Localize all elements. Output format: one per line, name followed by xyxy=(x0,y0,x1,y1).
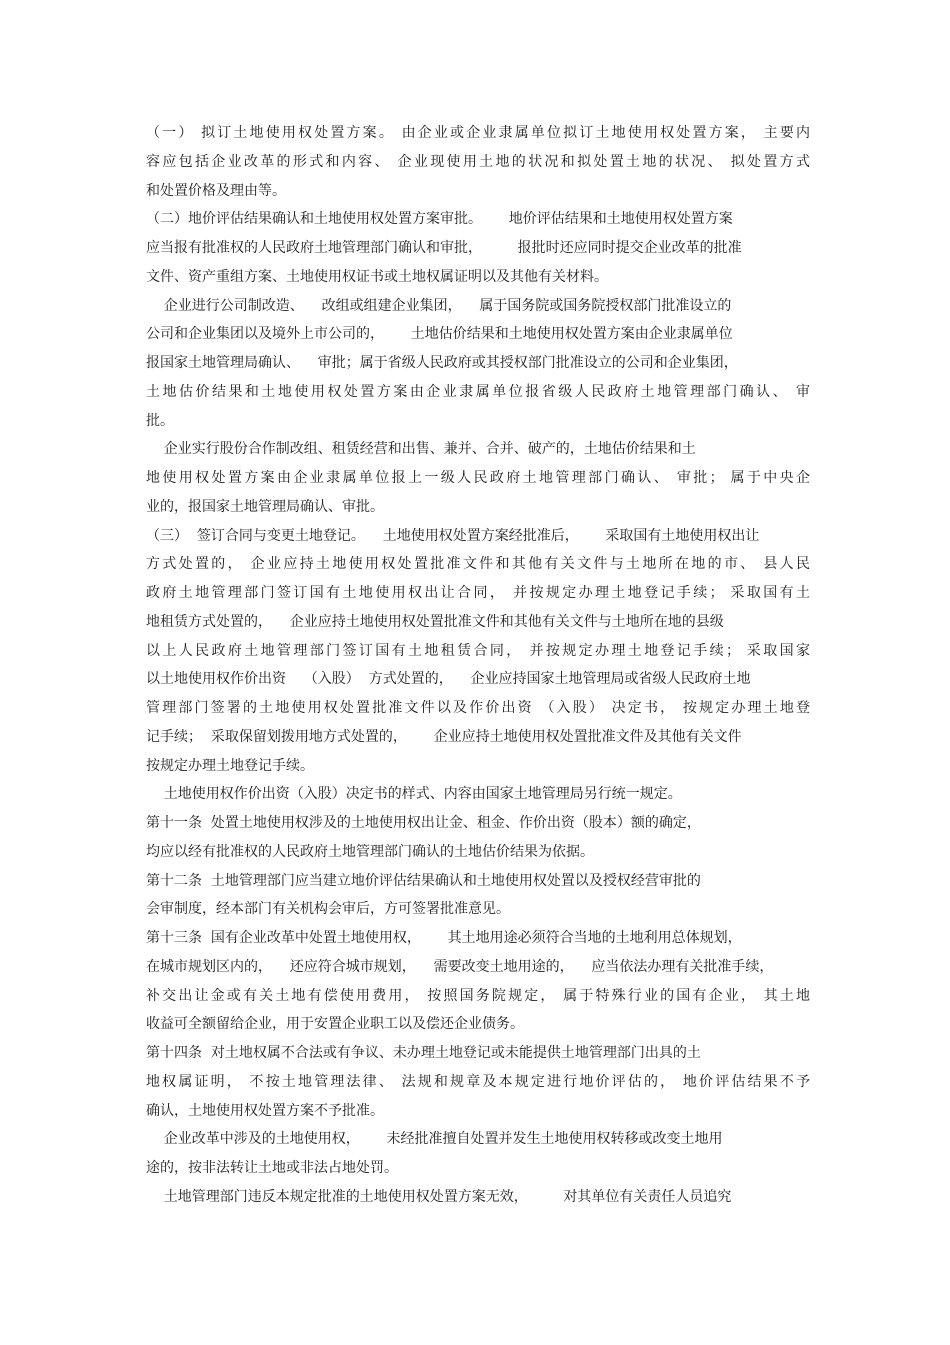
text-line: 批。 xyxy=(146,412,174,429)
text-line: 确认，土地使用权处置方案不予批准。 xyxy=(146,1102,384,1119)
text-line: 第十二条 土地管理部门应当建立地价评估结果确认和土地使用权处置以及授权经营审批的 xyxy=(146,872,701,889)
text-line: 公司和企业集团以及境外上市公司的， 土地估价结果和土地使用权处置方案由企业隶属单位 xyxy=(146,326,733,343)
text-line: 第十三条 国有企业改革中处置土地使用权， 其土地用途必须符合当地的土地利用总体规划， xyxy=(146,930,742,946)
text-line: 土地使用权作价出资（入股）决定书的样式、内容由国家土地管理局另行统一规定。 xyxy=(146,786,682,803)
text-line: 容应包括企业改革的形式和内容、 企业现使用土地的状况和拟处置土地的状况、 拟处置方式 xyxy=(146,153,810,170)
text-line: 报国家土地管理局确认、 审批；属于省级人民政府或其授权部门批准设立的公司和企业集团， xyxy=(146,355,738,371)
text-line: （二）地价评估结果确认和土地使用权处置方案审批。 地价评估结果和土地使用权处置方案 xyxy=(146,211,733,228)
text-line: 文件、资产重组方案、土地使用权证书或土地权属证明以及其他有关材料。 xyxy=(146,268,608,285)
text-line: 会审制度，经本部门有关机构会审后，方可签署批准意见。 xyxy=(146,901,510,918)
text-line: 企业进行公司制改造、 改组或组建企业集团， 属于国务院或国务院授权部门批准设立的 xyxy=(146,297,732,314)
text-line: 以上人民政府土地管理部门签订国有土地租赁合同， 并按规定办理土地登记手续； 采取国家 xyxy=(146,642,810,659)
text-line: （一） 拟订土地使用权处置方案。 由企业或企业隶属单位拟订土地使用权处置方案， 主要内 xyxy=(146,125,810,141)
text-line: 企业实行股份合作制改组、租赁经营和出售、兼并、合并、破产的，土地估价结果和土 xyxy=(146,441,696,458)
text-line: 第十一条 处置土地使用权涉及的土地使用权出让金、租金、作价出资（股本）额的确定， xyxy=(146,815,701,831)
text-line: 业的，报国家土地管理局确认、审批。 xyxy=(146,498,384,515)
text-line: 在城市规划区内的， 还应符合城市规划， 需要改变土地用途的， 应当依法办理有关批准手续， xyxy=(146,958,774,975)
text-line: 和处置价格及理由等。 xyxy=(146,182,286,199)
text-line: 地租赁方式处置的， 企业应持土地使用权处置批准文件和其他有关文件与土地所在地的县级 xyxy=(146,613,724,630)
text-line: 地使用权处置方案由企业隶属单位报上一级人民政府土地管理部门确认、 审批； 属于中央企 xyxy=(146,470,810,486)
text-line: 以土地使用权作价出资 （入股） 方式处置的， 企业应持国家土地管理局或省级人民政府土地 xyxy=(146,671,751,688)
text-line: 补交出让金或有关土地有偿使用费用， 按照国务院规定， 属于特殊行业的国有企业， 其土地 xyxy=(146,987,810,1004)
text-line: 第十四条 对土地权属不合法或有争议、未办理土地登记或未能提供土地管理部门出具的土 xyxy=(146,1045,701,1061)
text-line: 途的，按非法转让土地或非法占地处罚。 xyxy=(146,1160,398,1176)
text-line: 地权属证明， 不按土地管理法律、 法规和规章及本规定进行地价评估的， 地价评估结果不予 xyxy=(146,1073,810,1090)
text-line: 土地估价结果和土地使用权处置方案由企业隶属单位报省级人民政府土地管理部门确认、 审 xyxy=(146,383,810,400)
text-line: 方式处置的， 企业应持土地使用权处置批准文件和其他有关文件与土地所在地的市、 县人民 xyxy=(146,556,810,573)
text-line: （三） 签订合同与变更土地登记。 土地使用权处置方案经批准后， 采取国有土地使用权出让 xyxy=(146,527,760,544)
text-line: 土地管理部门违反本规定批准的土地使用权处置方案无效， 对其单位有关责任人员追究 xyxy=(146,1188,732,1205)
text-line: 收益可全额留给企业，用于安置企业职工以及偿还企业债务。 xyxy=(146,1016,524,1033)
text-line: 企业改革中涉及的土地使用权， 未经批准擅自处置并发生土地使用权转移或改变土地用 xyxy=(146,1131,723,1148)
text-line: 按规定办理土地登记手续。 xyxy=(146,757,314,774)
text-line: 管理部门签署的土地使用权处置批准文件以及作价出资 （入股） 决定书， 按规定办理土地登 xyxy=(146,700,810,716)
document-body xyxy=(146,119,810,1212)
text-line: 记手续； 采取保留划拨用地方式处置的， 企业应持土地使用权处置批准文件及其他有关文件 xyxy=(146,728,742,745)
text-line: 均应以经有批准权的人民政府土地管理部门确认的土地估价结果为依据。 xyxy=(146,843,594,860)
text-line: 政府土地管理部门签订国有土地使用权出让合同， 并按规定办理土地登记手续； 采取国有土 xyxy=(146,585,810,601)
text-line: 应当报有批准权的人民政府土地管理部门确认和审批， 报批时还应同时提交企业改革的批准 xyxy=(146,240,742,256)
